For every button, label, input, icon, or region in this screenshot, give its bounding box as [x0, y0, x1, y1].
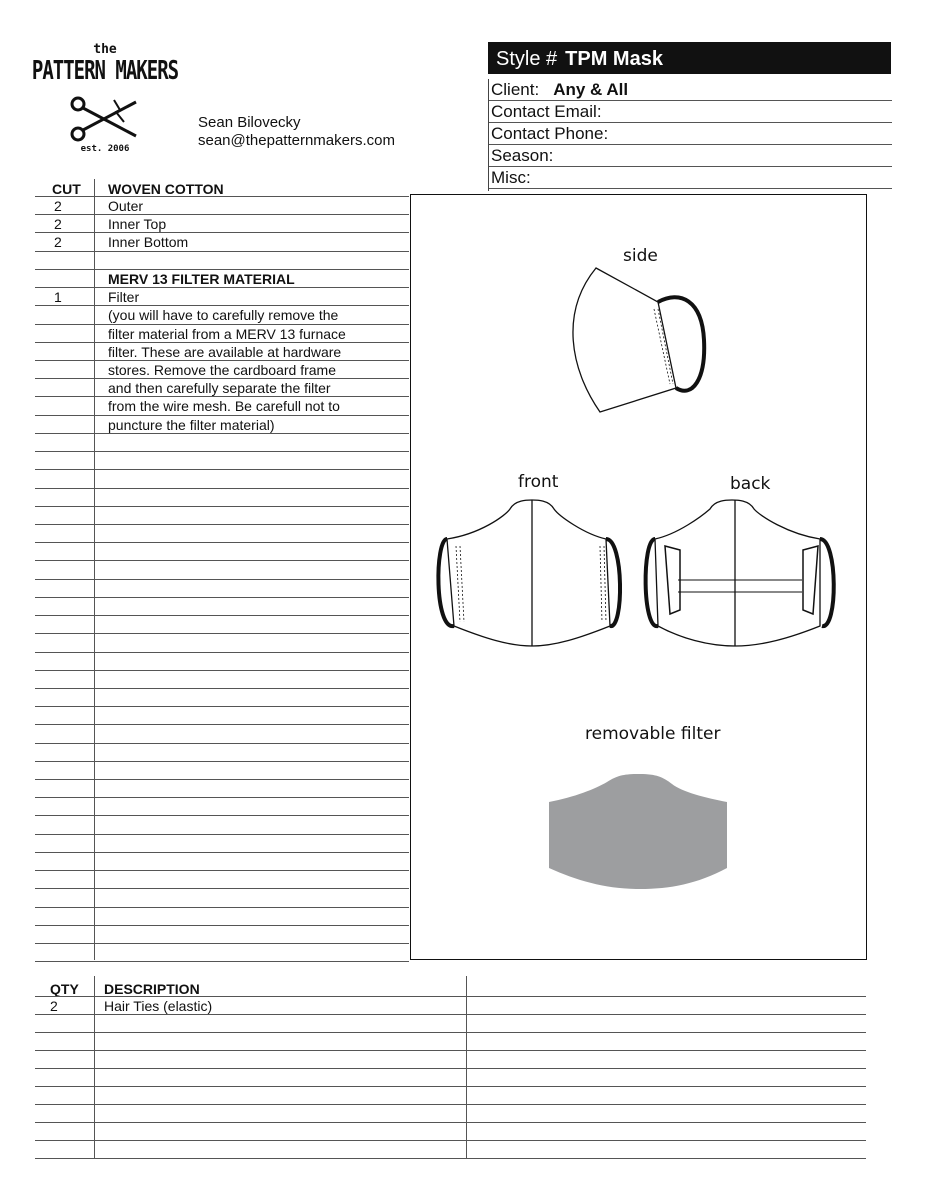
cut-row-desc: (you will have to carefully remove the	[108, 307, 339, 323]
trims-rule	[35, 1032, 866, 1033]
trims-row-qty: 2	[50, 998, 58, 1014]
cut-row-desc: Inner Top	[108, 216, 167, 232]
cut-rule	[35, 761, 409, 762]
back-view-sketch	[645, 500, 833, 646]
trims-row-desc: Hair Ties (elastic)	[104, 998, 213, 1014]
info-row-season	[489, 145, 892, 167]
front-view-sketch	[438, 500, 620, 646]
cut-rule	[35, 506, 409, 507]
cut-rule	[35, 670, 409, 671]
cut-rule	[35, 251, 409, 252]
cut-row-desc: puncture the filter material)	[108, 417, 275, 433]
trims-rule	[35, 1122, 866, 1123]
cut-rule	[35, 232, 409, 233]
info-row-email	[489, 101, 892, 123]
info-box	[488, 79, 891, 191]
cut-rule	[35, 597, 409, 598]
contact-name: Sean Bilovecky	[198, 114, 301, 131]
trims-rule	[35, 1104, 866, 1105]
cut-row-desc: MERV 13 FILTER MATERIAL	[108, 271, 295, 287]
style-label: Style #	[496, 48, 558, 70]
info-label: Client:	[491, 80, 540, 99]
trims-header-desc: DESCRIPTION	[104, 981, 200, 997]
label-front: front	[518, 472, 559, 492]
cut-rule	[35, 724, 409, 725]
style-bar	[488, 42, 891, 74]
cut-row-desc: from the wire mesh. Be carefull not to	[108, 398, 340, 414]
trims-column-divider	[94, 976, 95, 1158]
brand-est: est. 2006	[80, 144, 130, 154]
sketch-area	[410, 194, 867, 960]
cut-rule	[35, 214, 409, 215]
cut-rule	[35, 907, 409, 908]
info-row-misc	[489, 167, 892, 189]
front-mask-body	[447, 500, 610, 646]
trims-rule	[35, 1068, 866, 1069]
trims-rule	[35, 1158, 866, 1159]
label-removable-filter: removable filter	[585, 724, 721, 744]
cut-rule	[35, 542, 409, 543]
cut-rule	[35, 196, 409, 197]
cut-row-desc: stores. Remove the cardboard frame	[108, 362, 336, 378]
cut-header-qty: CUT	[52, 181, 81, 197]
cut-rule	[35, 579, 409, 580]
info-row-phone	[489, 123, 892, 145]
cut-rule	[35, 779, 409, 780]
info-value: Any & All	[553, 80, 629, 99]
trims-rule	[35, 1050, 866, 1051]
trims-rule	[35, 1086, 866, 1087]
cut-rule	[35, 688, 409, 689]
cut-rule	[35, 524, 409, 525]
info-label: Contact Phone:	[491, 124, 609, 143]
cut-rule	[35, 870, 409, 871]
cut-rule	[35, 451, 409, 452]
filter-shape	[549, 774, 727, 889]
cut-rule	[35, 743, 409, 744]
cut-row-desc: Filter	[108, 289, 140, 305]
cut-rule	[35, 797, 409, 798]
trims-header-qty: QTY	[50, 981, 79, 997]
side-view-sketch	[572, 268, 703, 412]
info-label: Contact Email:	[491, 102, 602, 121]
cut-rule	[35, 706, 409, 707]
cut-rule	[35, 815, 409, 816]
trims-rule	[35, 1140, 866, 1141]
cut-rule	[35, 961, 409, 962]
cut-rule	[35, 943, 409, 944]
brand-logo	[30, 42, 180, 160]
cut-row-qty: 2	[54, 198, 62, 214]
trims-column-divider-2	[466, 976, 467, 1158]
cut-rule	[35, 652, 409, 653]
cut-rule	[35, 469, 409, 470]
label-side: side	[623, 246, 658, 266]
cut-rule	[35, 560, 409, 561]
contact-email: sean@thepatternmakers.com	[198, 132, 395, 149]
cut-header-desc: WOVEN COTTON	[108, 181, 224, 197]
cut-rule	[35, 488, 409, 489]
brand-name: PATTERN MAKERS	[31, 56, 179, 86]
label-back: back	[730, 474, 771, 494]
cut-column-divider	[94, 179, 95, 960]
cut-row-desc: filter. These are available at hardware	[108, 344, 342, 360]
cut-row-qty: 1	[54, 289, 62, 305]
info-label: Season:	[491, 146, 554, 165]
side-mask-body	[572, 268, 675, 412]
scissors-icon	[70, 96, 142, 142]
cut-rule	[35, 852, 409, 853]
cut-row-desc: Outer	[108, 198, 144, 214]
cut-rule	[35, 633, 409, 634]
info-label: Misc:	[491, 168, 531, 187]
cut-row-desc: Inner Bottom	[108, 234, 189, 250]
brand-the: the	[93, 42, 117, 57]
cut-row-qty: 2	[54, 234, 62, 250]
style-value: TPM Mask	[565, 48, 663, 70]
cut-rule	[35, 615, 409, 616]
mask-sketches	[410, 194, 867, 960]
cut-rule	[35, 834, 409, 835]
cut-rule	[35, 888, 409, 889]
cut-row-desc: filter material from a MERV 13 furnace	[108, 326, 346, 342]
side-ear-loop	[658, 297, 704, 390]
cut-row-desc: and then carefully separate the filter	[108, 380, 331, 396]
cut-rule	[35, 925, 409, 926]
cut-row-qty: 2	[54, 216, 62, 232]
info-row-client	[489, 79, 892, 101]
